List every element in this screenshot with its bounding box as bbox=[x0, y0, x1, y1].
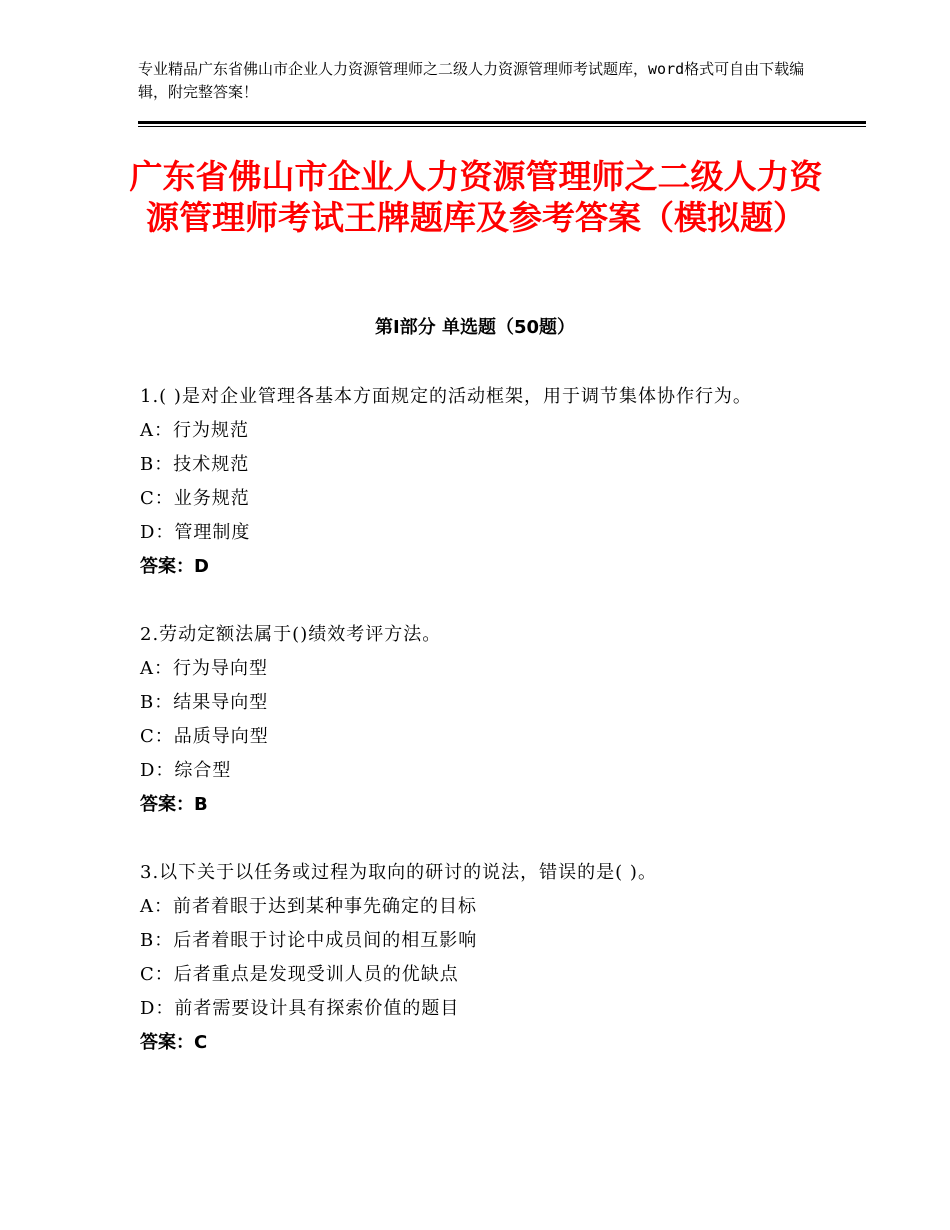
header-note: 专业精品广东省佛山市企业人力资源管理师之二级人力资源管理师考试题库，word格式可自由下载编辑，附完整答案！ bbox=[138, 60, 805, 101]
option-c: C：业务规范 bbox=[140, 488, 250, 509]
option-a: A：前者着眼于达到某种事先确定的目标 bbox=[140, 896, 477, 917]
answer-line: 答案：C bbox=[140, 1032, 208, 1053]
question-stem: 2.劳动定额法属于()绩效考评方法。 bbox=[140, 624, 442, 645]
option-d: D：前者需要设计具有探索价值的题目 bbox=[140, 998, 460, 1019]
header-rule-thin bbox=[138, 126, 866, 127]
question-stem: 3.以下关于以任务或过程为取向的研讨的说法，错误的是( )。 bbox=[140, 862, 657, 883]
option-c: C：品质导向型 bbox=[140, 726, 269, 747]
option-a: A：行为导向型 bbox=[140, 658, 268, 679]
option-c: C：后者重点是发现受训人员的优缺点 bbox=[140, 964, 459, 985]
option-b: B：后者着眼于讨论中成员间的相互影响 bbox=[140, 930, 478, 951]
option-b: B：技术规范 bbox=[140, 454, 250, 475]
question-1 bbox=[140, 380, 820, 584]
question-2 bbox=[140, 618, 820, 822]
question-stem: 1.( )是对企业管理各基本方面规定的活动框架，用于调节集体协作行为。 bbox=[140, 386, 752, 407]
option-b: B：结果导向型 bbox=[140, 692, 269, 713]
section-heading: 第Ⅰ部分 单选题（50题） bbox=[374, 317, 575, 338]
header-rule-thick bbox=[138, 121, 866, 124]
answer-line: 答案：B bbox=[140, 794, 208, 815]
answer-line: 答案：D bbox=[140, 556, 209, 577]
option-d: D：综合型 bbox=[140, 760, 232, 781]
option-d: D：管理制度 bbox=[140, 522, 251, 543]
question-list bbox=[140, 380, 820, 1060]
question-3 bbox=[140, 856, 820, 1060]
document-title: 广东省佛山市企业人力资源管理师之二级人力资源管理师考试王牌题库及参考答案（模拟题） bbox=[129, 157, 823, 237]
option-a: A：行为规范 bbox=[140, 420, 249, 441]
